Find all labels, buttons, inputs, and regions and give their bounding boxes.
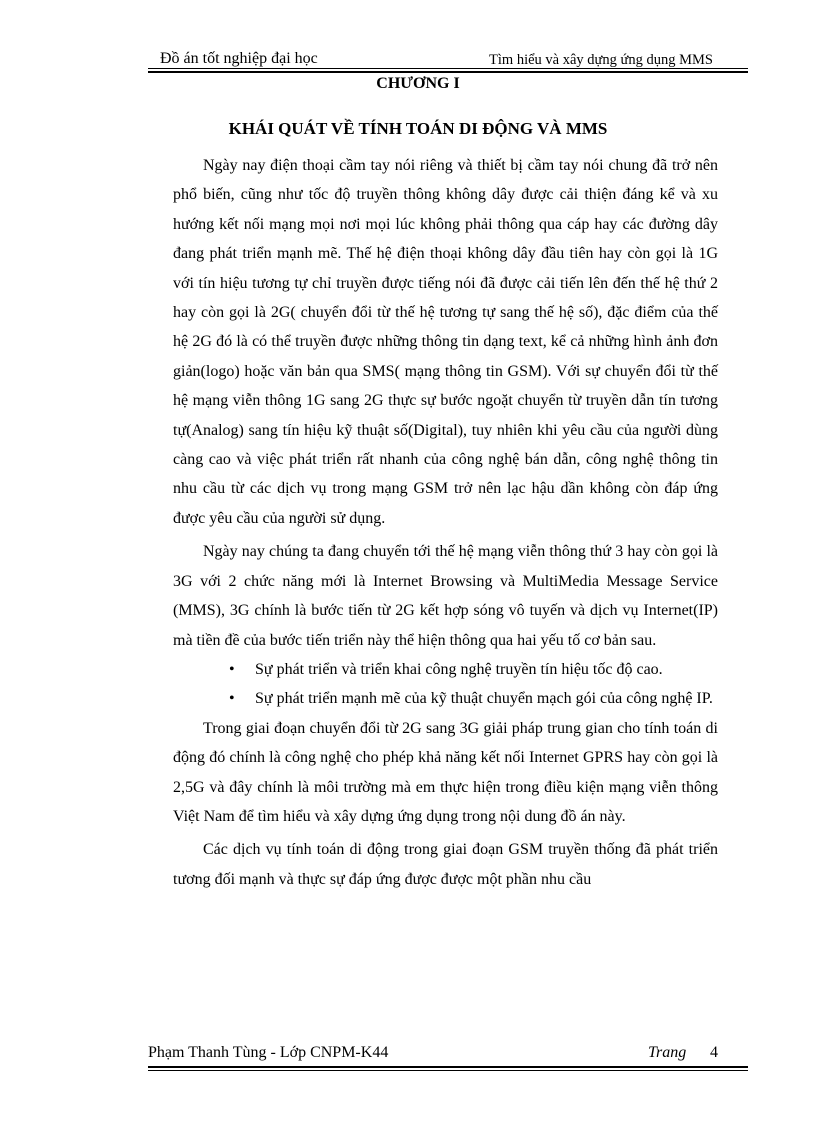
bullet-dot-icon: •: [229, 690, 235, 708]
footer-author: Phạm Thanh Tùng - Lớp CNPM-K44: [148, 1044, 389, 1061]
chapter-title: KHÁI QUÁT VỀ TÍNH TOÁN DI ĐỘNG VÀ MMS: [228, 119, 608, 138]
header-document-topic: Tìm hiểu và xây dựng ứng dụng MMS: [489, 52, 713, 68]
body-content: [173, 151, 718, 894]
chapter-label: CHƯƠNG I: [376, 75, 460, 92]
page-header: [148, 46, 748, 68]
bullet-list: [173, 655, 718, 714]
body-paragraph: Trong giai đoạn chuyển đổi từ 2G sang 3G giải pháp trung gian cho tính toán di động đó chính là công nghệ cho phép khả năng kết nối Internet GPRS hay còn gọi là 2,5G và đây chính là môi trường mà em thực hiện trong điều kiện mạng viễn thông Việt Nam để tìm hiểu và xây dựng ứng dụng trong nội dung đồ án này.: [173, 719, 718, 825]
footer-page-number: 4: [710, 1044, 718, 1061]
footer-page-label: Trang: [648, 1044, 687, 1061]
header-divider: [148, 68, 748, 73]
bullet-dot-icon: •: [229, 660, 235, 678]
header-document-type: Đồ án tốt nghiệp đại học: [160, 50, 318, 67]
body-paragraph: Các dịch vụ tính toán di động trong giai đoạn GSM truyền thống đã phát triển tương đối mạnh và thực sự đáp ứng được được một phần nhu cầu: [173, 841, 718, 888]
body-paragraph: Ngày nay điện thoại cầm tay nói riêng và thiết bị cầm tay nói chung đã trở nên phổ biến, cũng như tốc độ truyền thông không dây được cải thiện đáng kể và xu hướng kết nối mạng mọi nơi mọi lúc không phải thông qua cáp hay các đường dây đang phát triển mạnh mẽ. Thế hệ điện thoại không dây đầu tiên hay còn gọi là 1G với tín hiệu tương tự chỉ truyền được tiếng nói đã được cải tiến lên đến thế hệ thứ 2 hay còn gọi là 2G( chuyển đổi từ thế hệ tương tự sang thế hệ số), đặc điểm của thế hệ 2G đó là có thể truyền được những thông tin dạng text, kể cả những hình ảnh đơn giản(logo) hoặc văn bản qua SMS( mạng thông tin GSM). Với sự chuyển đổi từ thế hệ mạng viễn thông 1G sang 2G thực sự bước ngoặt chuyển từ truyền dẫn tín tương tự(Analog) sang tín hiệu kỹ thuật số(Digital), tuy nhiên khi yêu cầu của người dùng càng cao và việc phát triển rất nhanh của công nghệ bán dẫn, công nghệ thông tin nhu cầu từ các dịch vụ trong mạng GSM trở nên lạc hậu dần không còn đáp ứng được yêu cầu của người sử dụng.: [173, 157, 718, 527]
bullet-item: [173, 655, 718, 684]
bullet-item-text: Sự phát triển mạnh mẽ của kỹ thuật chuyển mạch gói của công nghệ IP.: [255, 690, 713, 708]
bullet-item: [173, 684, 718, 713]
bullet-item-text: Sự phát triển và triển khai công nghệ truyền tín hiệu tốc độ cao.: [255, 660, 663, 678]
footer-divider: [148, 1066, 748, 1071]
body-paragraph: Ngày nay chúng ta đang chuyển tới thế hệ mạng viễn thông thứ 3 hay còn gọi là 3G với 2 chức năng mới là Internet Browsing và MultiMedia Message Service (MMS), 3G chính là bước tiến từ 2G kết hợp sóng vô tuyến và dịch vụ Internet(IP) mà tiền đề của bước tiến triển này thể hiện thông qua hai yếu tố cơ bản sau.: [173, 543, 718, 649]
